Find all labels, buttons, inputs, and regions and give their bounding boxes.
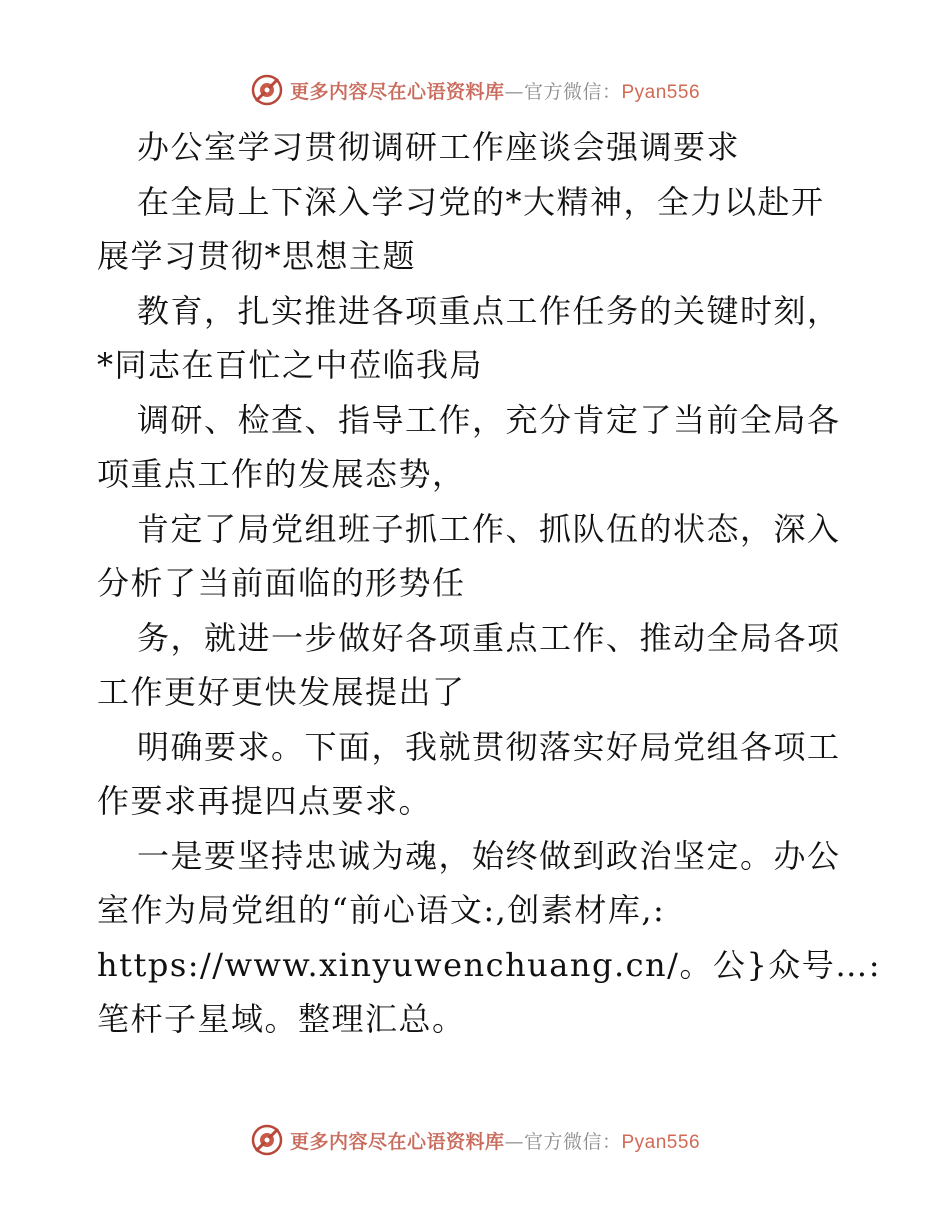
document-line: 一是要坚持忠诚为魂，始终做到政治坚定。办公	[137, 836, 841, 875]
document-line: 项重点工作的发展态势，	[97, 455, 466, 493]
document-line: 教育，扎实推进各项重点工作任务的关键时刻，	[137, 291, 841, 330]
document-line: 办公室学习贯彻调研工作座谈会强调要求	[137, 128, 741, 166]
document-line: https://www.xinyuwenchuang.cn/。公}众号…:	[97, 945, 882, 984]
logo-icon	[250, 73, 284, 107]
document-line: 作要求再提四点要求。	[97, 782, 433, 820]
watermark-separator: —	[504, 1130, 524, 1153]
watermark-wechat-label: 官方微信：	[523, 1130, 622, 1153]
document-line: 工作更好更快发展提出了	[97, 673, 466, 711]
watermark-text	[290, 77, 700, 104]
watermark-text	[290, 1127, 700, 1154]
document-line: 肯定了局党组班子抓工作、抓队伍的状态，深入	[137, 509, 841, 548]
document-line: 务，就进一步做好各项重点工作、推动全局各项	[137, 618, 841, 657]
document-line: 室作为局党组的“前心语文:,创素材库,:	[97, 891, 666, 929]
watermark-main: 更多内容尽在心语资料库	[289, 1130, 505, 1153]
watermark-wechat-id: Pyan556	[621, 1131, 701, 1153]
document-line: 在全局上下深入学习党的*大精神，全力以赴开	[137, 182, 825, 221]
watermark-banner-bottom	[0, 1120, 950, 1160]
document-line: *同志在百忙之中莅临我局	[97, 346, 484, 384]
watermark-banner-top	[0, 70, 950, 110]
watermark-wechat-label: 官方微信：	[523, 80, 622, 103]
watermark-main: 更多内容尽在心语资料库	[289, 80, 505, 103]
logo-icon	[250, 1123, 284, 1157]
document-line: 笔杆子星域。整理汇总。	[97, 1000, 466, 1038]
document-body	[97, 120, 882, 1047]
document-line: 分析了当前面临的形势任	[97, 564, 466, 602]
watermark-separator: —	[504, 80, 524, 103]
document-line: 明确要求。下面，我就贯彻落实好局党组各项工	[137, 727, 841, 766]
document-line: 调研、检查、指导工作，充分肯定了当前全局各	[137, 400, 841, 439]
watermark-wechat-id: Pyan556	[621, 81, 701, 103]
document-line: 展学习贯彻*思想主题	[97, 237, 417, 275]
